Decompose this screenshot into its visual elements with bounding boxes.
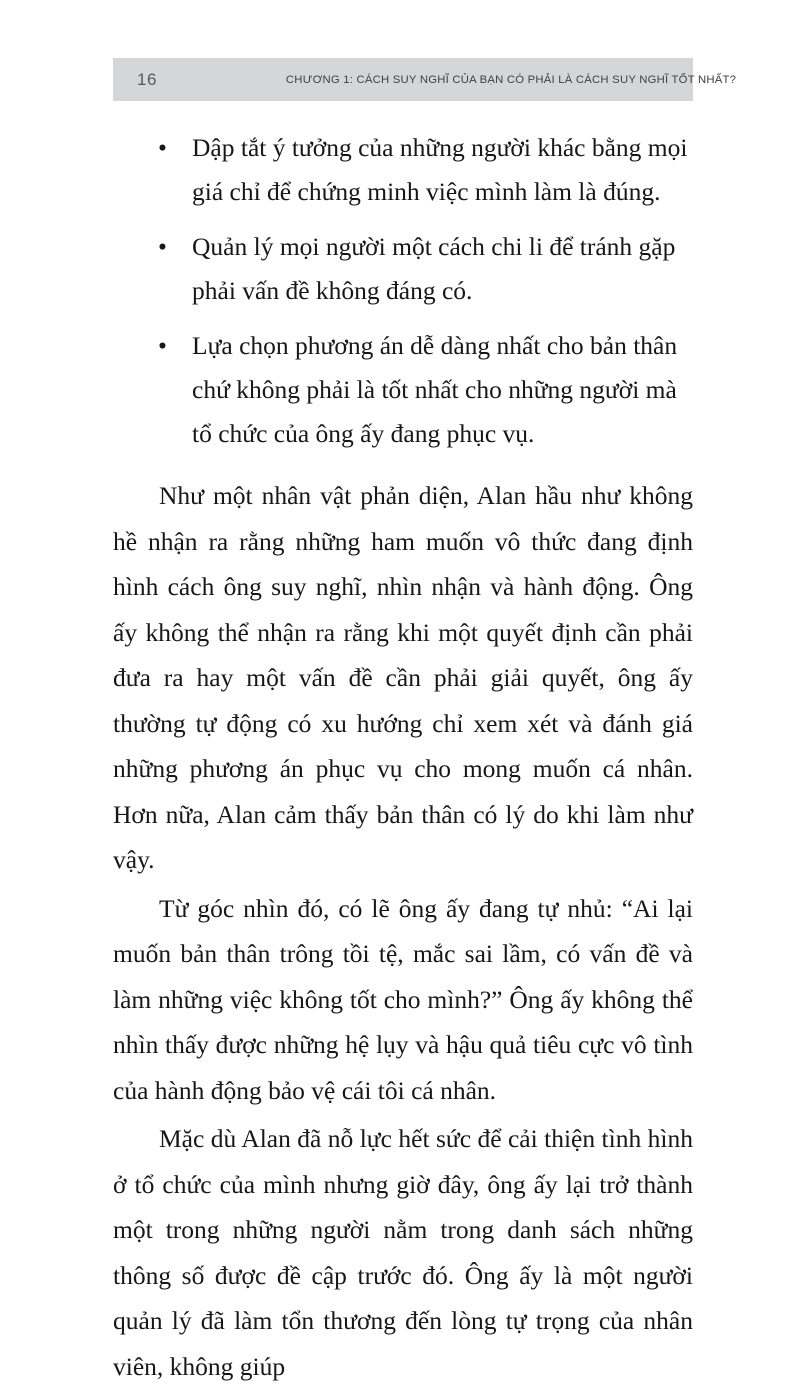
bullet-list: [113, 126, 693, 456]
chapter-title: CHƯƠNG 1: CÁCH SUY NGHĨ CỦA BẠN CÓ PHẢI LÀ CÁCH SUY NGHĨ TỐT NHẤT?: [285, 73, 737, 86]
list-item: [113, 126, 693, 214]
bullet-marker-icon: •: [158, 232, 167, 261]
page-number: 16: [137, 69, 157, 89]
paragraph: Từ góc nhìn đó, có lẽ ông ấy đang tự nhủ: “Ai lại muốn bản thân trông tồi tệ, mắc sai lầm, có vấn đề và làm những việc không tốt cho mình?” Ông ấy không thể nhìn thấy được những hệ lụy và hậu quả tiêu cực vô tình của hành động bảo vệ cái tôi cá nhân.: [113, 893, 693, 1105]
list-item-text: Dập tắt ý tưởng của những người khác bằng mọi giá chỉ để chứng minh việc mình làm là đúng.: [192, 133, 688, 206]
paragraph: Mặc dù Alan đã nỗ lực hết sức để cải thiện tình hình ở tổ chức của mình nhưng giờ đây, ông ấy lại trở thành một trong những người nằm trong danh sách những thông số được đề cập trước đó. Ông ấy là một người quản lý đã làm tổn thương đến lòng tự trọng của nhân viên, không giúp: [113, 1124, 693, 1381]
page-content: [113, 126, 693, 1389]
list-item-text: Quản lý mọi người một cách chi li để tránh gặp phải vấn đề không đáng có.: [192, 232, 676, 305]
bullet-marker-icon: •: [158, 133, 167, 162]
list-item: [113, 324, 693, 456]
running-header: [113, 58, 737, 101]
list-item-text: Lựa chọn phương án dễ dàng nhất cho bản thân chứ không phải là tốt nhất cho những người mà tổ chức của ông ấy đang phục vụ.: [192, 331, 678, 448]
bullet-marker-icon: •: [158, 331, 167, 360]
paragraph: Như một nhân vật phản diện, Alan hầu như không hề nhận ra rằng những ham muốn vô thức đang định hình cách ông suy nghĩ, nhìn nhận và hành động. Ông ấy không thể nhận ra rằng khi một quyết định cần phải đưa ra hay một vấn đề cần phải giải quyết, ông ấy thường tự động có xu hướng chỉ xem xét và đánh giá những phương án phục vụ cho mong muốn cá nhân. Hơn nữa, Alan cảm thấy bản thân có lý do khi làm như vậy.: [113, 481, 693, 874]
list-item: [113, 225, 693, 313]
